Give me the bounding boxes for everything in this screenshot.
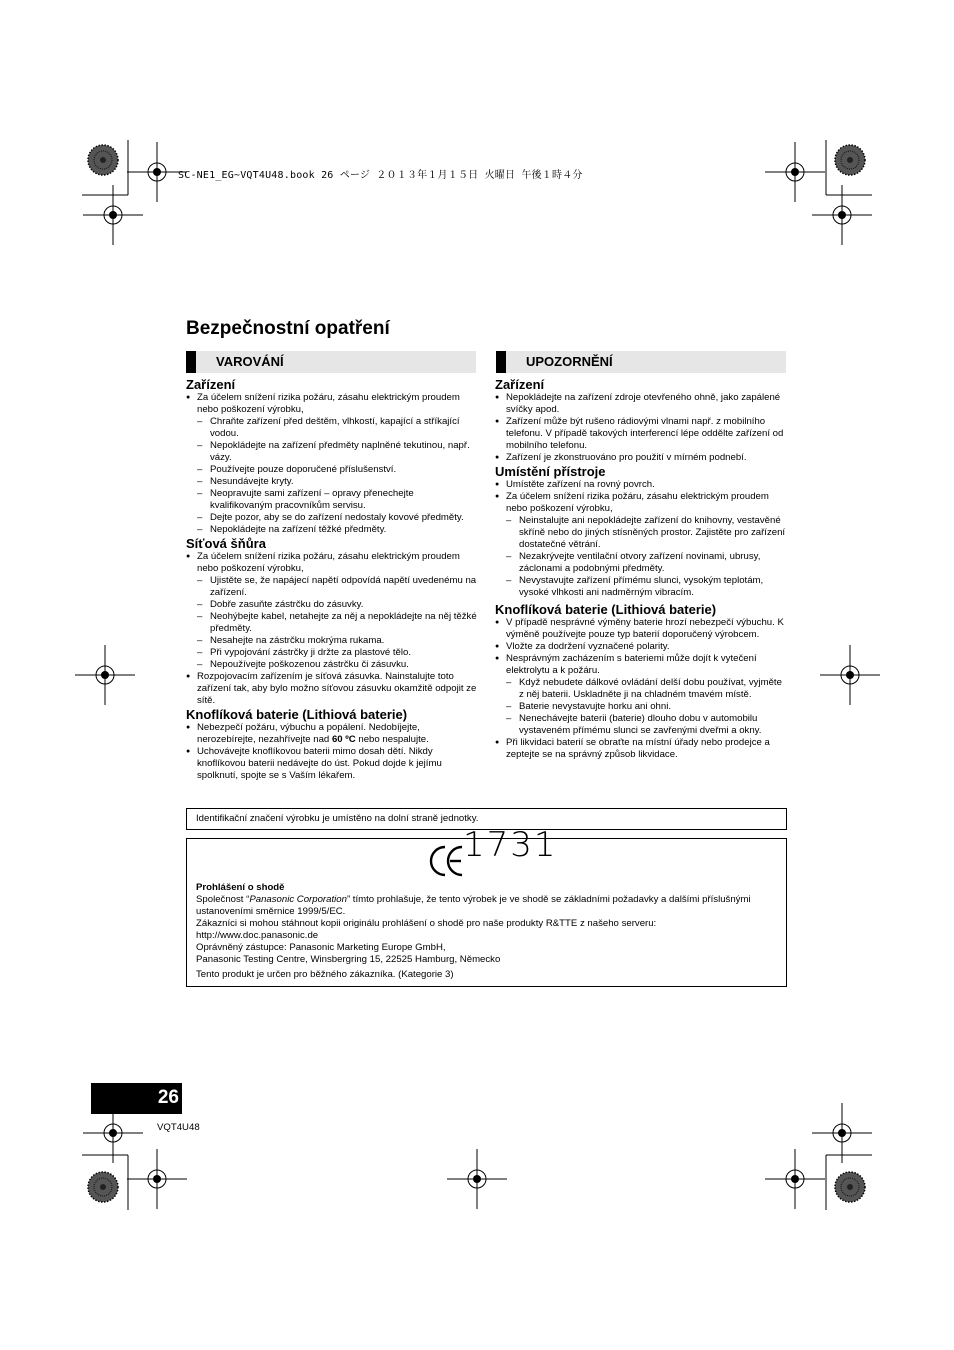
list-item: ● Zařízení je zkonstruováno pro použití v mírném podnebí. [495,452,787,464]
bullet-list [495,479,787,599]
list-item: – Neopravujte sami zařízení – opravy přenechejte kvalifikovaným pracovníkům servisu. [186,488,478,512]
list-item: ● Nebezpečí požáru, výbuchu a popálení. Nedobíjejte, nerozebírejte, nezahřívejte nad 60 ºC nebo nespalujte. [186,722,478,746]
list-item: – Dejte pozor, aby se do zařízení nedostaly kovové předměty. [186,512,478,524]
list-item: – Používejte pouze doporučené příslušenství. [186,464,478,476]
list-item: – Chraňte zařízení před deštěm, vlhkostí, kapající a stříkající vodou. [186,416,478,440]
caution-label: UPOZORNĚNÍ [526,354,613,369]
list-item: – Neohýbejte kabel, netahejte za něj a nepokládejte na něj těžké předměty. [186,611,478,635]
bullet-list [495,392,787,464]
list-item: – Při vypojování zástrčky ji držte za plastové tělo. [186,647,478,659]
list-item: ● V případě nesprávné výměny baterie hrozí nebezpečí výbuchu. K výměně používejte pouze typ baterií doporučený výrobcem. [495,617,787,641]
list-item: ● Nesprávným zacházením s bateriemi může dojít k vytečení elektrolytu a k požáru. [495,653,787,677]
temperature-value: 60 ºC [331,734,356,745]
warning-label: VAROVÁNÍ [216,354,284,369]
list-item: – Nepokládejte na zařízení těžké předměty. [186,524,478,536]
declaration-box [186,825,787,987]
list-item: ● Vložte za dodržení vyznačené polarity. [495,641,787,653]
warning-bar [186,351,476,373]
list-item: ● Za účelem snížení rizika požáru, zásahu elektrickým proudem nebo poškození výrobku, [186,392,478,416]
list-item: ● Při likvidaci baterií se obraťte na místní úřady nebo prodejce a zeptejte se na správný způsob likvidace. [495,737,787,761]
list-item: – Ujistěte se, že napájecí napětí odpovídá napětí uvedenému na zařízení. [186,575,478,599]
bullet-list [495,617,787,761]
section-heading: Zařízení [495,377,545,392]
list-item: – Nevystavujte zařízení přímému slunci, vysokým teplotám, vysoké vlhkosti ani nadměrným vibracím. [495,575,787,599]
list-item: – Dobře zasuňte zástrčku do zásuvky. [186,599,478,611]
list-item: – Nepokládejte na zařízení předměty naplněné tekutinou, např. vázy. [186,440,478,464]
caution-column [495,377,787,761]
declaration-heading: Prohlášení o shodě [196,882,285,893]
section-heading: Zařízení [186,377,236,392]
list-item: – Nepoužívejte poškozenou zástrčku či zásuvku. [186,659,478,671]
bullet-list [186,551,478,707]
bullet-list [186,722,478,782]
model-code: VQT4U48 [157,1122,200,1133]
section-heading: Knoflíková baterie (Lithiová baterie) [495,602,717,617]
list-item: – Baterie nevystavujte horku ani ohni. [495,701,787,713]
list-item: – Nesahejte na zástrčku mokrýma rukama. [186,635,478,647]
section-heading: Síťová šňůra [186,536,266,551]
declaration-line: Společnost “Panasonic Corporation” tímto prohlašuje, že tento výrobek je ve shodě se základními požadavky a dalšími příslušnými ustanoveními směrnice 1999/5/EC. [196,894,751,917]
declaration-line: Oprávněný zástupce: Panasonic Marketing Europe GmbH, [196,942,446,953]
id-note-text: Identifikační značení výrobku je umístěno na dolní straně jednotky. [196,813,479,824]
declaration-text [196,882,776,981]
bar-marker [496,351,506,373]
section-heading: Umístění přístroje [495,464,606,479]
list-item: – Když nebudete dálkové ovládání delší dobu používat, vyjměte z něj baterii. Uskladněte ji na chladném tmavém místě. [495,677,787,701]
declaration-line: Zákazníci si mohou stáhnout kopii originálu prohlášení o shodě pro naše produkty R&TTE z našeho serveru: [196,918,657,929]
declaration-line: Tento produkt je určen pro běžného zákazníka. (Kategorie 3) [196,969,454,980]
list-item: ● Rozpojovacím zařízením je síťová zásuvka. Nainstalujte toto zařízení tak, aby bylo možno síťovou zásuvku okamžitě odpojit ze sítě. [186,671,478,707]
page-title: Bezpečnostní opatření [186,318,390,339]
bar-marker [186,351,196,373]
list-item: ● Zařízení může být rušeno rádiovými vlnami např. z mobilního telefonu. V případě takových interferencí lépe oddělte zařízení od mobilního telefonu. [495,416,787,452]
list-item: ● Za účelem snížení rizika požáru, zásahu elektrickým proudem nebo poškození výrobku, [495,491,787,515]
caution-bar [496,351,786,373]
declaration-line: Panasonic Testing Centre, Winsbergring 15, 22525 Hamburg, Německo [196,954,501,965]
list-item: – Nezakrývejte ventilační otvory zařízení novinami, ubrusy, záclonami a podobnými předměty. [495,551,787,575]
section-heading: Knoflíková baterie (Lithiová baterie) [186,707,408,722]
declaration-url: http://www.doc.panasonic.de [196,930,319,941]
list-item: ● Za účelem snížení rizika požáru, zásahu elektrickým proudem nebo poškození výrobku, [186,551,478,575]
list-item: ● Umístěte zařízení na rovný povrch. [495,479,787,491]
list-item: ● Uchovávejte knoflíkovou baterii mimo dosah dětí. Nikdy knoflíkovou baterii nedávejte do úst. Pokud dojde k jejímu spolknutí, spojte se s Vaším lékařem. [186,746,478,782]
warning-column [186,377,478,782]
bullet-list [186,392,478,536]
print-header: SC-NE1_EG~VQT4U48.book 26 ページ ２０１３年１月１５日 火曜日 午後１時４分 [178,170,583,181]
list-item: – Nesundávejte kryty. [186,476,478,488]
page-number-tab [91,1083,182,1114]
list-item: – Nenechávejte baterii (baterie) dlouho dobu v automobilu vystaveném přímému slunci se zavřenými dveřmi a okny. [495,713,787,737]
page-number: 26 [157,1087,179,1108]
list-item: ● Nepokládejte na zařízení zdroje otevřeného ohně, jako zapálené svíčky apod. [495,392,787,416]
list-item: – Neinstalujte ani nepokládejte zařízení do knihovny, vestavěné skříně nebo do jiných stísněných prostor. Zajistěte pro zařízení dostatečné větrání. [495,515,787,551]
ce-number: 1731 [463,825,558,865]
